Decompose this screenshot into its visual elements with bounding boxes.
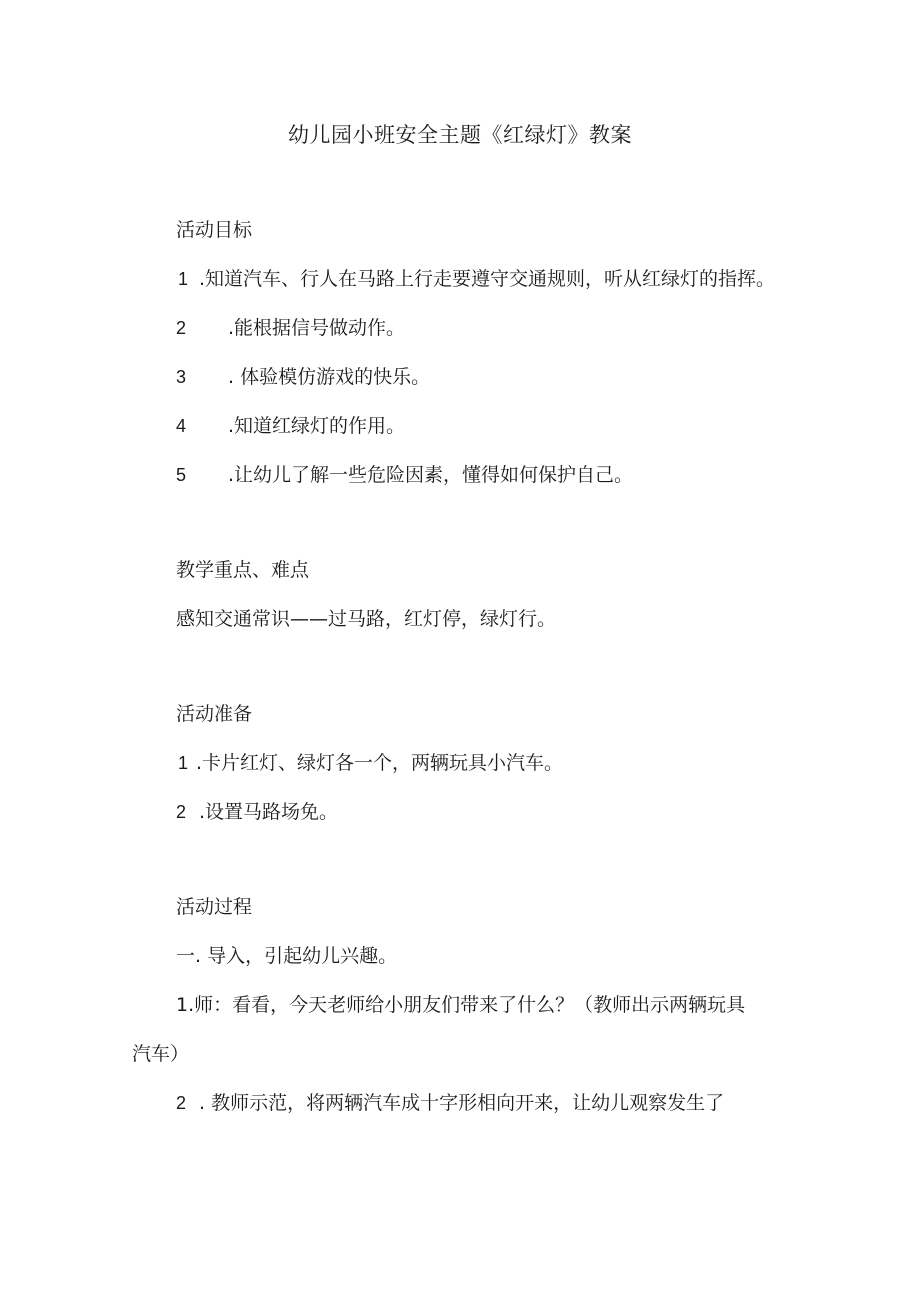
goal-text-2: .能根据信号做动作。 bbox=[228, 317, 406, 339]
goal-number-5: 5 bbox=[176, 465, 187, 485]
process-item-1-line-1: 1.师：看看，今天老师给小朋友们带来了什么？（教师出示两辆玩具 bbox=[176, 994, 746, 1016]
section-heading-preparation: 活动准备 bbox=[176, 703, 253, 725]
goal-number-1: 1 bbox=[178, 269, 189, 289]
process-item-2-text: . 教师示范，将两辆汽车成十字形相向开来，让幼儿观察发生了 bbox=[199, 1092, 725, 1114]
process-item-1-line-2: 汽车） bbox=[132, 1043, 190, 1065]
goal-text-4: .知道红绿灯的作用。 bbox=[228, 415, 406, 437]
process-item-2-number: 2 bbox=[176, 1093, 187, 1113]
section-heading-goals: 活动目标 bbox=[176, 219, 253, 241]
process-step-1: 一. 导入，引起幼儿兴趣。 bbox=[176, 945, 398, 967]
section-heading-process: 活动过程 bbox=[176, 896, 253, 918]
goal-text-3: . 体验模仿游戏的快乐。 bbox=[228, 366, 431, 388]
goal-number-2: 2 bbox=[176, 318, 187, 338]
prep-text-2: .设置马路场免。 bbox=[199, 801, 339, 823]
prep-number-1: 1 bbox=[178, 753, 189, 773]
section-heading-key-points: 教学重点、难点 bbox=[176, 559, 310, 581]
goal-text-5: .让幼儿了解一些危险因素，懂得如何保护自己。 bbox=[228, 464, 634, 486]
prep-number-2: 2 bbox=[176, 802, 187, 822]
document-title: 幼儿园小班安全主题《红绿灯》教案 bbox=[288, 123, 632, 147]
goal-text-1: .知道汽车、行人在马路上行走要遵守交通规则，听从红绿灯的指挥。 bbox=[199, 268, 776, 290]
goal-number-4: 4 bbox=[176, 416, 187, 436]
prep-text-1: .卡片红灯、绿灯各一个，两辆玩具小汽车。 bbox=[196, 752, 564, 774]
goal-number-3: 3 bbox=[176, 367, 187, 387]
key-points-text: 感知交通常识——过马路，红灯停，绿灯行。 bbox=[176, 608, 557, 630]
